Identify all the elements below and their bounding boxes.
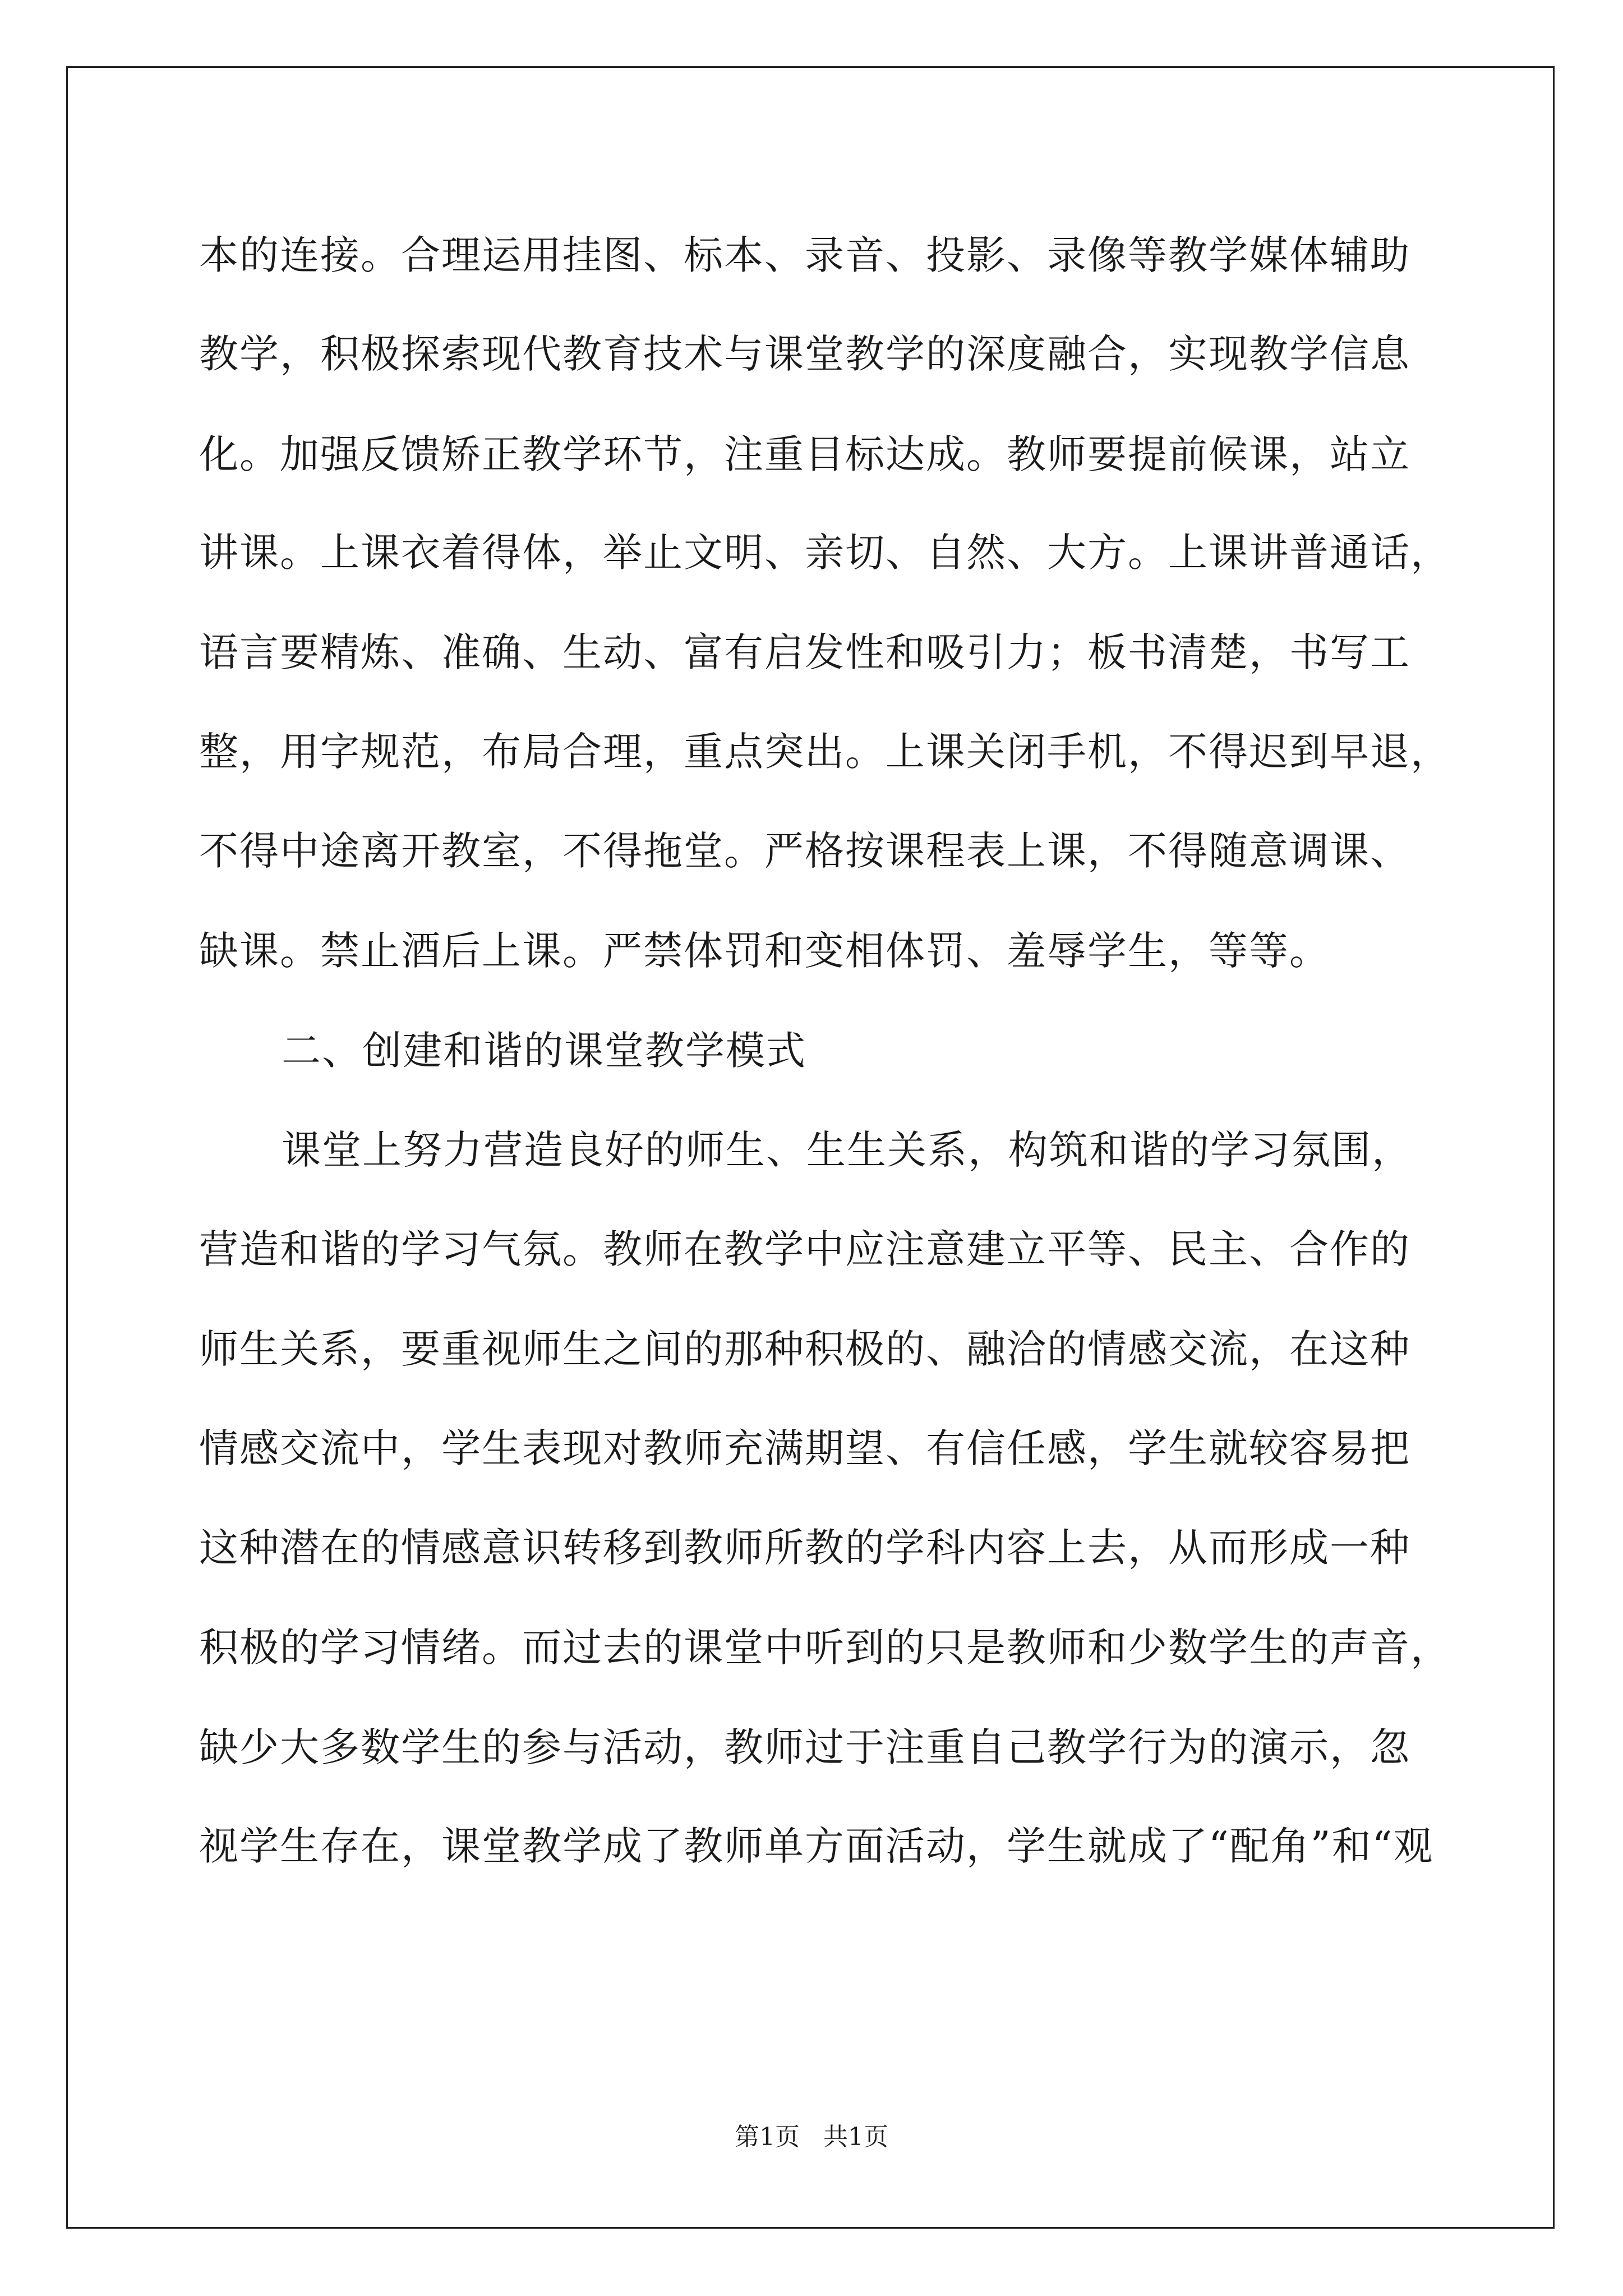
- page-number: 第1页 共1页: [735, 2123, 888, 2151]
- body-text-line: 化。加强反馈矫正教学环节，注重目标达成。教师要提前候课，站立: [199, 431, 1410, 477]
- body-text-line: 教学，积极探索现代教育技术与课堂教学的深度融合，实现教学信息: [199, 331, 1410, 377]
- body-text-line: 缺课。禁止酒后上课。严禁体罚和变相体罚、羞辱学生，等等。: [199, 928, 1330, 974]
- body-text-line: 讲课。上课衣着得体，举止文明、亲切、自然、大方。上课讲普通话，: [199, 530, 1451, 576]
- body-text-line: 情感交流中，学生表现对教师充满期望、有信任感，学生就较容易把: [199, 1425, 1410, 1471]
- paragraph-first-line: 课堂上努力营造良好的师生、生生关系，构筑和谐的学习氛围，: [282, 1127, 1412, 1173]
- body-text-line: 这种潜在的情感意识转移到教师所教的学科内容上去，从而形成一种: [199, 1525, 1410, 1571]
- body-text-line: 师生关系，要重视师生之间的那种积极的、融洽的情感交流，在这种: [199, 1326, 1410, 1372]
- section-heading: 二、创建和谐的课堂教学模式: [282, 1028, 806, 1074]
- body-text-line: 不得中途离开教室，不得拖堂。严格按课程表上课，不得随意调课、: [199, 828, 1410, 874]
- body-text-line: 整，用字规范，布局合理，重点突出。上课关闭手机，不得迟到早退，: [199, 729, 1451, 775]
- body-text-line: 缺少大多数学生的参与活动，教师过于注重自己教学行为的演示，忽: [199, 1724, 1410, 1770]
- body-text-line: 本的连接。合理运用挂图、标本、录音、投影、录像等教学媒体辅助: [199, 232, 1410, 278]
- body-text-line: 语言要精炼、准确、生动、富有启发性和吸引力；板书清楚，书写工: [199, 629, 1410, 675]
- body-text-line: 营造和谐的学习气氛。教师在教学中应注意建立平等、民主、合作的: [199, 1226, 1410, 1272]
- body-text-line: 积极的学习情绪。而过去的课堂中听到的只是教师和少数学生的声音，: [199, 1625, 1451, 1671]
- body-text-line: 视学生存在，课堂教学成了教师单方面活动，学生就成了“配角”和“观: [199, 1823, 1434, 1869]
